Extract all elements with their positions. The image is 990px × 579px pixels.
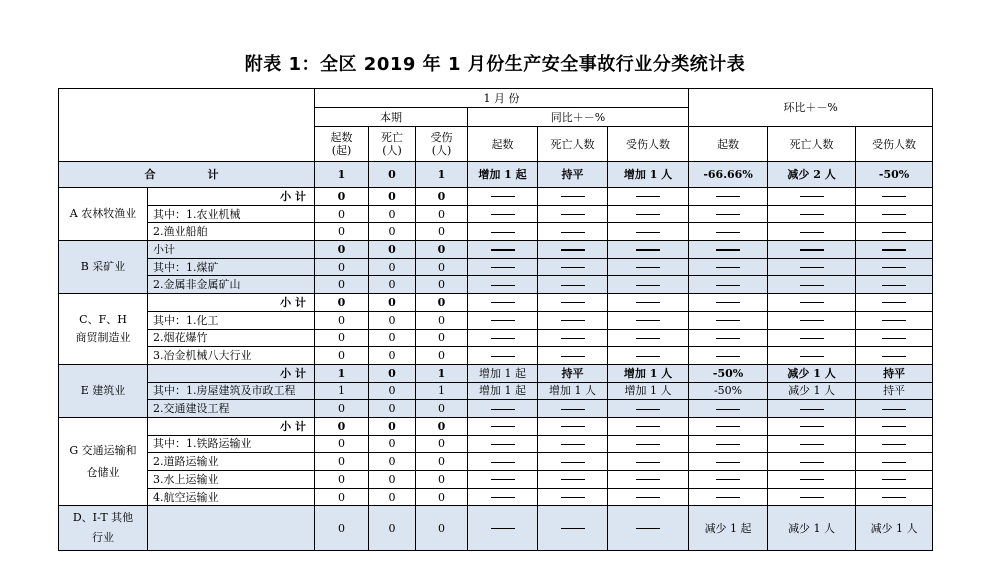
total-row (59, 162, 933, 188)
dash-cell (689, 488, 768, 506)
cell: 0 (369, 417, 416, 435)
dash-cell (768, 329, 856, 347)
cell: 0 (315, 471, 369, 489)
cell: 0 (369, 435, 416, 453)
cell: 0 (416, 417, 468, 435)
cell: 0 (416, 471, 468, 489)
dash-cell (468, 347, 538, 365)
dash-cell (768, 294, 856, 312)
statistics-table (58, 88, 933, 551)
dash-cell (768, 471, 856, 489)
dash-cell (689, 258, 768, 276)
cell: 0 (369, 258, 416, 276)
col-mom-cases: 起数 (689, 127, 768, 162)
dash-cell (608, 435, 689, 453)
dash-cell (768, 241, 856, 259)
cell: 0 (416, 276, 468, 294)
dash-cell (856, 188, 933, 206)
cell: 0 (315, 347, 369, 365)
dash-cell (856, 311, 933, 329)
dash-cell (768, 276, 856, 294)
cell: 1 (315, 364, 369, 382)
row-label: 2.金属非金属矿山 (148, 276, 315, 294)
cell: 0 (315, 294, 369, 312)
cell: 0 (416, 329, 468, 347)
dash-cell (608, 488, 689, 506)
row-label: 2.道路运输业 (148, 453, 315, 471)
dash-cell (608, 329, 689, 347)
cell: 0 (315, 276, 369, 294)
cell: 增加 1 起 (468, 382, 538, 400)
dash-cell (856, 347, 933, 365)
dash-cell (538, 223, 608, 241)
cell: 0 (369, 223, 416, 241)
cell: -50% (689, 382, 768, 400)
table-row (59, 223, 933, 241)
cell: 0 (416, 223, 468, 241)
table-row (59, 435, 933, 453)
dash-cell (468, 417, 538, 435)
cell: 0 (369, 241, 416, 259)
row-label: 3.冶金机械八大行业 (148, 347, 315, 365)
table-row (59, 382, 933, 400)
dash-cell (856, 453, 933, 471)
total-mom-deaths: 减少 2 人 (768, 162, 856, 188)
dash-cell (689, 329, 768, 347)
dash-cell (468, 471, 538, 489)
dash-cell (538, 506, 608, 551)
cell: 0 (315, 400, 369, 418)
table-row (59, 258, 933, 276)
page-title: 附表 1：全区 2019 年 1 月份生产安全事故行业分类统计表 (244, 54, 746, 75)
dash-cell (689, 435, 768, 453)
cell: 0 (315, 223, 369, 241)
cell: 0 (315, 205, 369, 223)
cell: 0 (315, 329, 369, 347)
row-label: 4.航空运输业 (148, 488, 315, 506)
cell: 0 (416, 188, 468, 206)
row-label (148, 506, 315, 551)
month-header: 1 月 份 (315, 89, 689, 108)
dash-cell (468, 400, 538, 418)
dash-cell (856, 294, 933, 312)
cell: 0 (369, 188, 416, 206)
cell: 0 (416, 205, 468, 223)
row-label: 其中：1.铁路运输业 (148, 435, 315, 453)
category-e: E 建筑业 (59, 364, 148, 417)
table-row (59, 329, 933, 347)
dash-cell (538, 241, 608, 259)
cell: 0 (315, 506, 369, 551)
dash-cell (468, 329, 538, 347)
row-label: 2.交通建设工程 (148, 400, 315, 418)
dash-cell (608, 294, 689, 312)
dash-cell (468, 276, 538, 294)
cell: 0 (416, 453, 468, 471)
row-label: 其中：1.农业机械 (148, 205, 315, 223)
dash-cell (689, 188, 768, 206)
cell: 增加 1 人 (538, 382, 608, 400)
dash-cell (468, 506, 538, 551)
dash-cell (768, 205, 856, 223)
cell: 0 (315, 258, 369, 276)
dash-cell (608, 205, 689, 223)
cell: 0 (416, 347, 468, 365)
cell: 0 (315, 435, 369, 453)
col-injured: 受伤 (人) (416, 127, 468, 162)
total-cases: 1 (315, 162, 369, 188)
dash-cell (768, 311, 856, 329)
row-label: 其中：1.房屋建筑及市政工程 (148, 382, 315, 400)
total-mom-injured: -50% (856, 162, 933, 188)
col-deaths: 死亡 (人) (369, 127, 416, 162)
dash-cell (689, 400, 768, 418)
dash-cell (538, 347, 608, 365)
dash-cell (468, 435, 538, 453)
dash-cell (856, 435, 933, 453)
cell: 1 (315, 382, 369, 400)
cell: 1 (416, 382, 468, 400)
dash-cell (538, 488, 608, 506)
dash-cell (689, 276, 768, 294)
dash-cell (538, 453, 608, 471)
col-yoy-deaths: 死亡人数 (538, 127, 608, 162)
dash-cell (768, 223, 856, 241)
row-label: 小 计 (148, 188, 315, 206)
cell: 0 (369, 382, 416, 400)
dash-cell (689, 347, 768, 365)
total-mom-cases: -66.66% (689, 162, 768, 188)
cell: 0 (369, 400, 416, 418)
row-label: 2.渔业船舶 (148, 223, 315, 241)
dash-cell (689, 311, 768, 329)
table-row (59, 188, 933, 206)
dash-cell (768, 435, 856, 453)
cell: 减少 1 人 (768, 382, 856, 400)
dash-cell (608, 506, 689, 551)
dash-cell (538, 311, 608, 329)
row-label: 3.水上运输业 (148, 471, 315, 489)
dash-cell (689, 205, 768, 223)
table-row (59, 205, 933, 223)
dash-cell (768, 488, 856, 506)
dash-cell (538, 400, 608, 418)
dash-cell (768, 258, 856, 276)
cell: 0 (416, 488, 468, 506)
table-row (59, 453, 933, 471)
cell: 减少 1 人 (856, 506, 933, 551)
cell: 0 (315, 417, 369, 435)
row-label: 小 计 (148, 294, 315, 312)
dash-cell (856, 223, 933, 241)
dash-cell (538, 276, 608, 294)
cell: 0 (416, 400, 468, 418)
dash-cell (856, 241, 933, 259)
cell: 0 (416, 435, 468, 453)
row-label: 其中：1.化工 (148, 311, 315, 329)
table-row (59, 347, 933, 365)
dash-cell (468, 241, 538, 259)
dash-cell (768, 400, 856, 418)
dash-cell (608, 241, 689, 259)
category-g: G 交通运输和 仓储业 (59, 417, 148, 505)
dash-cell (608, 258, 689, 276)
cell: 0 (369, 347, 416, 365)
dash-cell (608, 417, 689, 435)
dash-cell (538, 471, 608, 489)
table-row (59, 488, 933, 506)
table-row (59, 311, 933, 329)
dash-cell (608, 453, 689, 471)
category-d: D、I-T 其他 行业 (59, 506, 148, 551)
mom-header: 环比＋－% (689, 89, 933, 127)
table-row (59, 364, 933, 382)
cell: 0 (416, 311, 468, 329)
dash-cell (768, 188, 856, 206)
table-row (59, 417, 933, 435)
current-header: 本期 (315, 108, 468, 127)
cell: 增加 1 人 (608, 364, 689, 382)
total-deaths: 0 (369, 162, 416, 188)
cell: 减少 1 人 (768, 506, 856, 551)
cell: 0 (369, 453, 416, 471)
dash-cell (689, 241, 768, 259)
cell: 0 (369, 506, 416, 551)
cell: 1 (416, 364, 468, 382)
dash-cell (856, 205, 933, 223)
dash-cell (608, 276, 689, 294)
table-row (59, 276, 933, 294)
dash-cell (608, 223, 689, 241)
dash-cell (538, 188, 608, 206)
table-row (59, 294, 933, 312)
cell: 0 (416, 294, 468, 312)
cell: 持平 (856, 364, 933, 382)
dash-cell (856, 417, 933, 435)
cell: 0 (315, 488, 369, 506)
category-b: B 采矿业 (59, 241, 148, 294)
dash-cell (468, 258, 538, 276)
table-row (59, 400, 933, 418)
dash-cell (468, 488, 538, 506)
dash-cell (768, 453, 856, 471)
dash-cell (608, 471, 689, 489)
total-yoy-injured: 增加 1 人 (608, 162, 689, 188)
cell: 0 (315, 188, 369, 206)
dash-cell (468, 294, 538, 312)
cell: 持平 (538, 364, 608, 382)
cell: 0 (369, 276, 416, 294)
row-label: 小计 (148, 241, 315, 259)
dash-cell (468, 205, 538, 223)
col-yoy-injured: 受伤人数 (608, 127, 689, 162)
col-mom-deaths: 死亡人数 (768, 127, 856, 162)
dash-cell (856, 400, 933, 418)
total-yoy-cases: 增加 1 起 (468, 162, 538, 188)
dash-cell (608, 311, 689, 329)
cell: -50% (689, 364, 768, 382)
dash-cell (768, 347, 856, 365)
cell: 0 (315, 241, 369, 259)
yoy-header: 同比＋－% (468, 108, 689, 127)
cell: 增加 1 起 (468, 364, 538, 382)
category-c: C、F、H 商贸制造业 (59, 294, 148, 365)
dash-cell (468, 311, 538, 329)
dash-cell (608, 400, 689, 418)
cell: 0 (369, 294, 416, 312)
row-label: 小 计 (148, 417, 315, 435)
cell: 持平 (856, 382, 933, 400)
dash-cell (856, 329, 933, 347)
cell: 增加 1 人 (608, 382, 689, 400)
dash-cell (538, 417, 608, 435)
dash-cell (468, 223, 538, 241)
table-row (59, 506, 933, 551)
cell: 0 (416, 506, 468, 551)
col-yoy-cases: 起数 (468, 127, 538, 162)
cell: 0 (369, 471, 416, 489)
cell: 0 (369, 488, 416, 506)
corner-cell (59, 89, 315, 162)
cell: 0 (369, 364, 416, 382)
category-a: A 农林牧渔业 (59, 188, 148, 241)
table-row (59, 471, 933, 489)
dash-cell (689, 294, 768, 312)
dash-cell (768, 417, 856, 435)
dash-cell (468, 188, 538, 206)
row-label: 小 计 (148, 364, 315, 382)
cell: 减少 1 人 (768, 364, 856, 382)
dash-cell (689, 471, 768, 489)
cell: 0 (369, 205, 416, 223)
dash-cell (608, 347, 689, 365)
cell: 0 (369, 311, 416, 329)
dash-cell (856, 471, 933, 489)
cell: 0 (416, 258, 468, 276)
row-label: 2.烟花爆竹 (148, 329, 315, 347)
cell: 0 (315, 311, 369, 329)
cell: 0 (416, 241, 468, 259)
dash-cell (538, 205, 608, 223)
dash-cell (538, 329, 608, 347)
cell: 减少 1 起 (689, 506, 768, 551)
dash-cell (856, 488, 933, 506)
dash-cell (538, 435, 608, 453)
dash-cell (856, 276, 933, 294)
dash-cell (468, 453, 538, 471)
dash-cell (689, 417, 768, 435)
dash-cell (689, 223, 768, 241)
col-mom-injured: 受伤人数 (856, 127, 933, 162)
dash-cell (608, 188, 689, 206)
total-label: 合 计 (59, 162, 315, 188)
dash-cell (538, 258, 608, 276)
total-yoy-deaths: 持平 (538, 162, 608, 188)
dash-cell (538, 294, 608, 312)
dash-cell (856, 258, 933, 276)
cell: 0 (315, 453, 369, 471)
cell: 0 (369, 329, 416, 347)
table-row (59, 241, 933, 259)
total-injured: 1 (416, 162, 468, 188)
dash-cell (689, 453, 768, 471)
row-label: 其中：1.煤矿 (148, 258, 315, 276)
col-cases: 起数 (起) (315, 127, 369, 162)
